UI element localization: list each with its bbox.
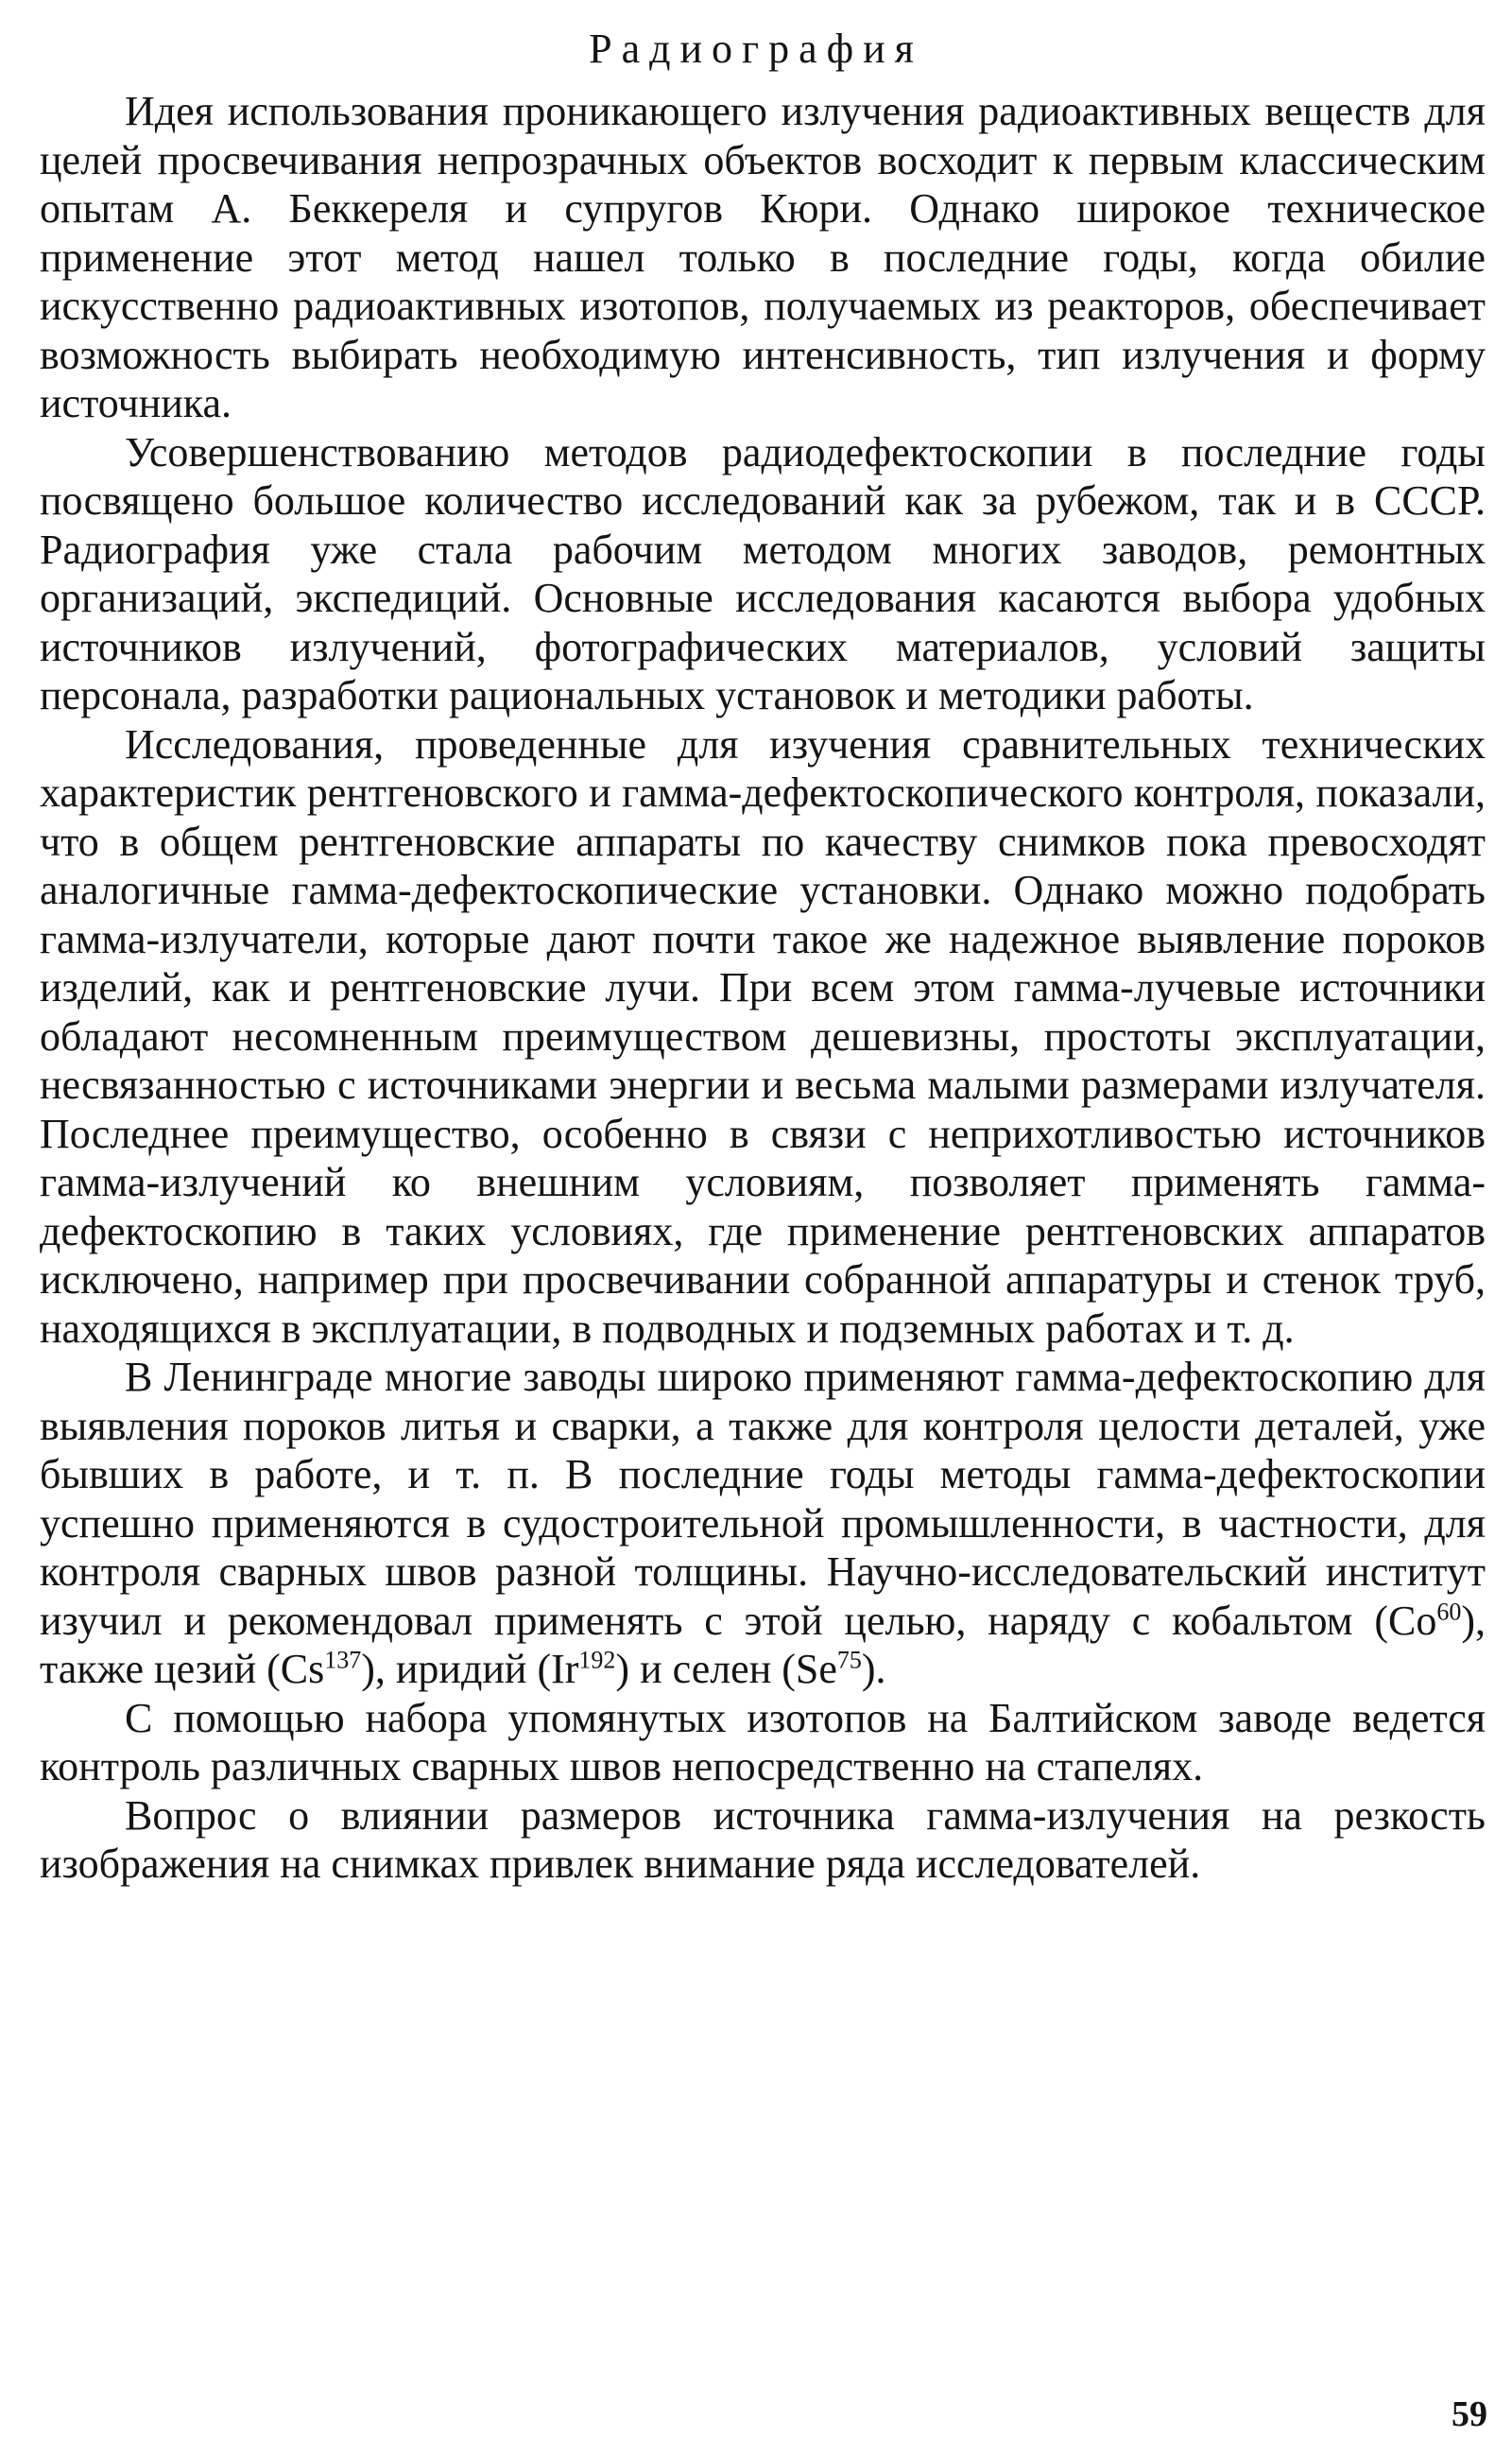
paragraph-4-text-a: В Ленинграде многие заводы широко применяют гамма-дефектоскопию для выявления пороков литья и сварки, а также для контроля целости деталей, уже бывших в работе, и т. п. В последние годы методы гамма-дефектоскопии успешно применяются в судостроительной промышленности, в частности, для контроля сварных швов разной толщины. Научно-исследовательский институт изучил и рекомендовал применять с этой целью, наряду с кобальтом (Co (40, 1354, 1486, 1644)
paragraph-5: С помощью набора упомянутых изотопов на Балтийском заводе ведется контроль различных сварных швов непосредственно на стапелях. (40, 1694, 1486, 1789)
paragraph-2: Усовершенствованию методов радиодефектоскопии в последние годы посвящено большое количество исследований как за рубежом, так и в СССР. Радиография уже стала рабочим методом многих заводов, ремонтных организаций, экспедиций. Основные исследования касаются выбора удобных источников излучений, фотографических материалов, условий защиты персонала, разработки рациональных установок и методики работы. (40, 428, 1486, 718)
paragraph-4-text-c: ), иридий (Ir (361, 1646, 579, 1692)
paragraph-1: Идея использования проникающего излучения радиоактивных веществ для целей просвечивания непрозрачных объектов восходит к первым классическим опытам А. Беккереля и супругов Кюри. Однако широкое техническое применение этот метод нашел только в последние годы, когда обилие искусственно радиоактивных изотопов, получаемых из реакторов, обеспечивает возможность выбирать необходимую интенсивность, тип излучения и форму источника. (40, 88, 1486, 426)
cesium-isotope-number: 137 (324, 1646, 362, 1674)
body-text (40, 87, 1486, 1889)
selenium-isotope-number: 75 (836, 1646, 862, 1674)
page-number: 59 (1452, 2394, 1487, 2434)
paragraph-4-text-e: ). (861, 1646, 886, 1692)
paragraph-4-text-b: ), также цезий (Cs (40, 1597, 1486, 1692)
section-title: Радиография (589, 26, 923, 72)
paragraph-4 (40, 1353, 1486, 1694)
cobalt-isotope-number: 60 (1436, 1597, 1462, 1625)
paragraph-6: Вопрос о влиянии размеров источника гамма-излучения на резкость изображения на снимках привлек внимание ряда исследователей. (40, 1791, 1486, 1887)
paragraph-3: Исследования, проведенные для изучения сравнительных технических характеристик рентгеновского и гамма-дефектоскопического контроля, показали, что в общем рентгеновские аппараты по качеству снимков пока превосходят аналогичные гамма-дефектоскопические установки. Однако можно подобрать гамма-излучатели, которые дают почти такое же надежное выявление пороков изделий, как и рентгеновские лучи. При всем этом гамма-лучевые источники обладают несомненным преимуществом дешевизны, простоты эксплуатации, несвязанностью с источниками энергии и весьма малыми размерами излучателя. Последнее преимущество, особенно в связи с неприхотливостью источников гамма-излучений ко внешним условиям, позволяет применять гамма-дефектоскопию в таких условиях, где применение рентгеновских аппаратов исключено, например при просвечивании собранной аппаратуры и стенок труб, находящихся в эксплуатации, в подводных и подземных работах и т. д. (40, 720, 1486, 1352)
iridium-isotope-number: 192 (578, 1646, 616, 1674)
paragraph-4-text-d: ) и селен (Se (615, 1646, 837, 1692)
